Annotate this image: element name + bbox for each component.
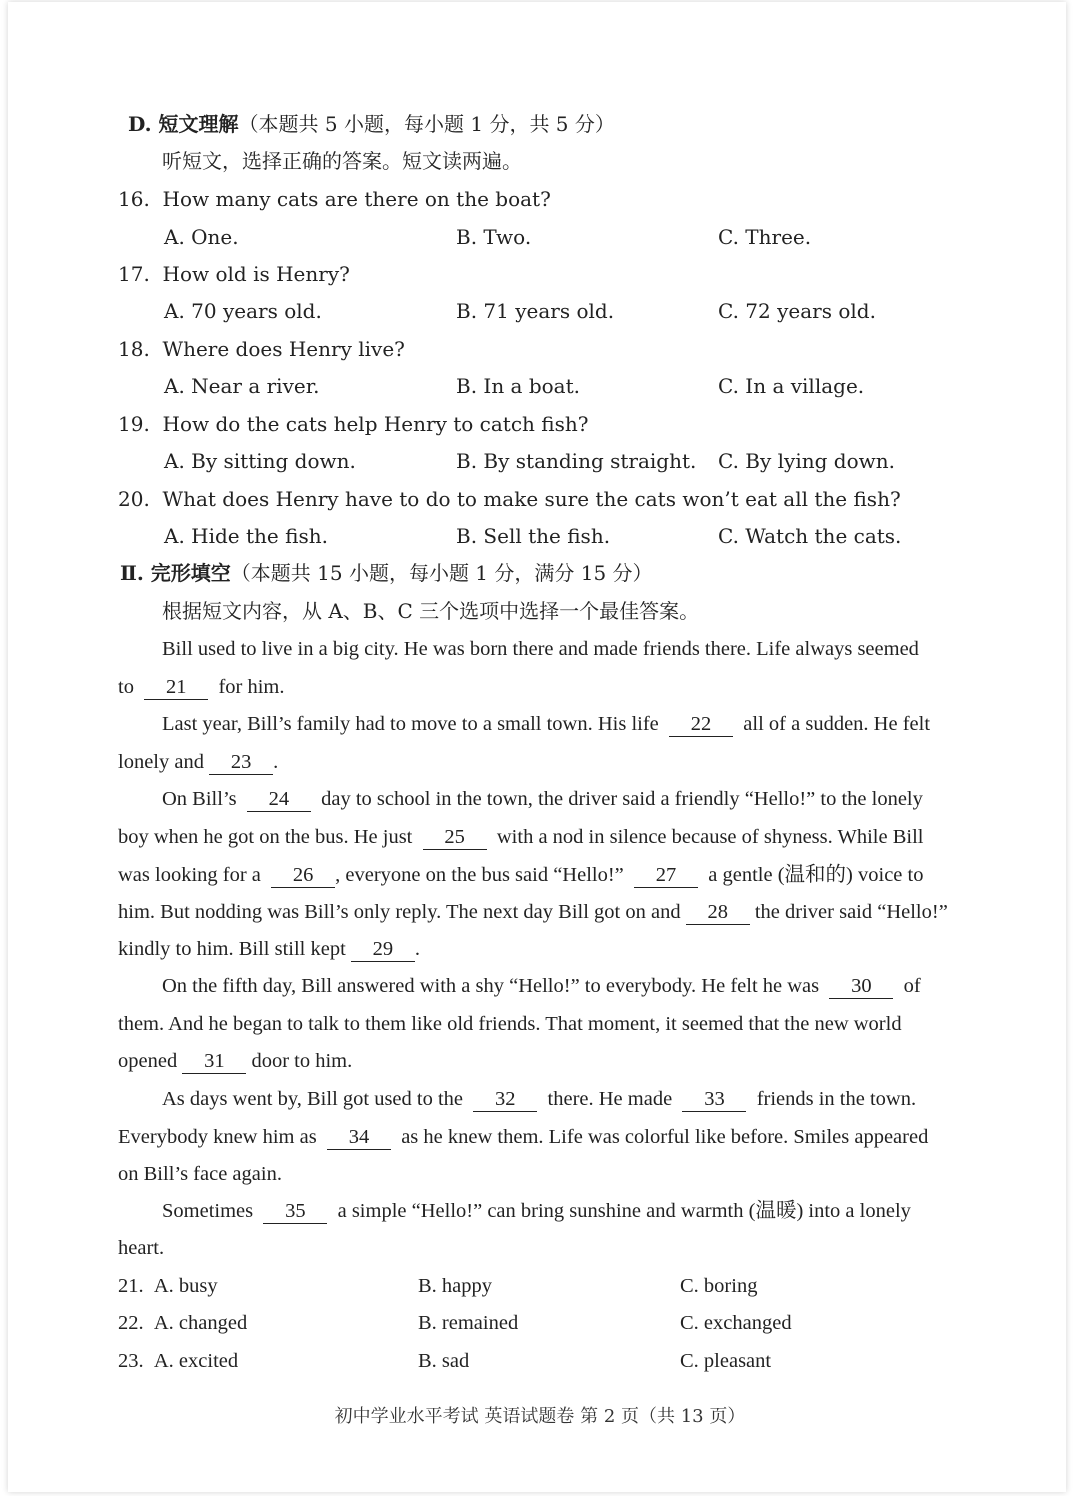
- passage-text: as he knew them. Life was colorful like before. Smiles appeared: [401, 1126, 929, 1148]
- blank-24[interactable]: 24: [247, 787, 311, 812]
- blank-25[interactable]: 25: [423, 825, 487, 850]
- option-16-c[interactable]: C. Three.: [718, 225, 812, 249]
- option-18-c[interactable]: C. In a village.: [718, 374, 865, 398]
- option-21-a[interactable]: A. busy: [153, 1275, 218, 1297]
- blank-35[interactable]: 35: [263, 1199, 327, 1224]
- blank-26[interactable]: 26: [271, 863, 335, 888]
- passage-line: Bill used to live in a big city. He was born there and made friends there. Life always seemed: [162, 638, 919, 660]
- question-18: [118, 335, 405, 363]
- passage-text: lonely and: [118, 751, 204, 773]
- option-16-b[interactable]: B. Two.: [456, 225, 532, 249]
- passage-line: [162, 1197, 911, 1225]
- passage-line: [118, 861, 923, 889]
- option-23-b[interactable]: B. sad: [418, 1350, 470, 1372]
- section-2-title: Ⅱ. 完形填空: [120, 561, 231, 585]
- blank-34[interactable]: 34: [327, 1125, 391, 1150]
- passage-text: .: [273, 751, 279, 773]
- blank-23[interactable]: 23: [209, 750, 273, 775]
- question-16: [118, 185, 551, 213]
- blank-32[interactable]: 32: [473, 1087, 537, 1112]
- passage-line: on Bill’s face again.: [118, 1163, 282, 1185]
- passage-text: all of a sudden. He felt: [743, 713, 931, 735]
- blank-27[interactable]: 27: [634, 863, 698, 888]
- option-19-a[interactable]: A. By sitting down.: [164, 449, 356, 473]
- option-21-c[interactable]: C. boring: [680, 1275, 758, 1297]
- passage-text: As days went by, Bill got used to the: [162, 1088, 464, 1110]
- page-footer: 初中学业水平考试 英语试题卷 第 2 页（共 13 页）: [334, 1406, 746, 1427]
- option-23-a[interactable]: A. excited: [153, 1350, 239, 1372]
- passage-text: a simple “Hello!” can bring sunshine and warmth (温暖) into a lonely: [337, 1200, 911, 1222]
- option-21-b[interactable]: B. happy: [418, 1275, 493, 1297]
- question-text: Where does Henry live?: [162, 337, 405, 361]
- passage-line: [118, 1123, 928, 1151]
- option-20-a[interactable]: A. Hide the fish.: [164, 524, 328, 548]
- question-text: How old is Henry?: [162, 262, 350, 286]
- passage-text: Sometimes: [162, 1200, 254, 1222]
- blank-28[interactable]: 28: [686, 900, 750, 925]
- cloze-question-23: [118, 1347, 238, 1375]
- passage-text: the driver said “Hello!”: [754, 901, 948, 923]
- passage-text: .: [414, 938, 421, 960]
- passage-text: Everybody knew him as: [118, 1126, 317, 1148]
- passage-text: On the fifth day, Bill answered with a shy “Hello!” to everybody. He felt he was: [162, 975, 820, 997]
- section-d-title: D. 短文理解: [128, 112, 239, 136]
- option-20-c[interactable]: C. Watch the cats.: [718, 524, 902, 548]
- blank-30[interactable]: 30: [829, 974, 893, 999]
- question-text: What does Henry have to do to make sure the cats won’t eat all the fish?: [162, 487, 901, 511]
- section-d-score: （本题共 5 小题，每小题 1 分，共 5 分）: [238, 112, 615, 136]
- passage-text: a gentle (温和的) voice to: [708, 864, 924, 886]
- passage-text: On Bill’s: [162, 788, 237, 810]
- passage-text: him. But nodding was Bill’s only reply. The next day Bill got on and: [118, 901, 681, 923]
- passage-text: day to school in the town, the driver said a friendly “Hello!” to the lonely: [321, 788, 923, 810]
- section-d-header: [128, 110, 615, 138]
- question-number: 18.: [118, 337, 150, 361]
- blank-33[interactable]: 33: [682, 1087, 746, 1112]
- passage-line: [118, 673, 285, 701]
- option-17-b[interactable]: B. 71 years old.: [456, 299, 615, 323]
- option-19-c[interactable]: C. By lying down.: [718, 449, 895, 473]
- passage-text: was looking for a: [118, 864, 261, 886]
- section-2-instruction: 根据短文内容，从 A、B、C 三个选项中选择一个最佳答案。: [162, 599, 700, 623]
- passage-line: [162, 972, 921, 1000]
- cloze-question-21: [118, 1272, 218, 1300]
- cloze-question-22: [118, 1309, 247, 1337]
- question-number: 17.: [118, 262, 150, 286]
- passage-text: kindly to him. Bill still kept: [118, 938, 346, 960]
- option-20-b[interactable]: B. Sell the fish.: [456, 524, 611, 548]
- option-22-a[interactable]: A. changed: [153, 1312, 248, 1334]
- question-number: 19.: [118, 412, 150, 436]
- question-number: 20.: [118, 487, 150, 511]
- question-number: 23.: [118, 1350, 144, 1372]
- option-19-b[interactable]: B. By standing straight.: [456, 449, 697, 473]
- option-16-a[interactable]: A. One.: [164, 225, 239, 249]
- passage-text: friends in the town.: [756, 1088, 917, 1110]
- question-number: 16.: [118, 187, 150, 211]
- section-d-instruction: 听短文，选择正确的答案。短文读两遍。: [162, 149, 522, 173]
- passage-text: for him.: [218, 676, 285, 698]
- blank-21[interactable]: 21: [144, 675, 208, 700]
- section-2-score: （本题共 15 小题，每小题 1 分，满分 15 分）: [230, 561, 653, 585]
- question-number: 22.: [118, 1312, 144, 1334]
- passage-text: opened: [118, 1050, 178, 1072]
- option-22-c[interactable]: C. exchanged: [680, 1312, 792, 1334]
- passage-line: [162, 785, 923, 813]
- blank-31[interactable]: 31: [182, 1049, 246, 1074]
- passage-text: Last year, Bill’s family had to move to a small town. His life: [162, 713, 659, 735]
- passage-line: [118, 935, 420, 963]
- option-18-b[interactable]: B. In a boat.: [456, 374, 580, 398]
- passage-text: of: [903, 975, 921, 997]
- passage-line: [118, 1047, 352, 1075]
- passage-line: [162, 710, 930, 738]
- blank-29[interactable]: 29: [351, 937, 415, 962]
- option-18-a[interactable]: A. Near a river.: [164, 374, 320, 398]
- question-17: [118, 260, 350, 288]
- passage-line: [118, 898, 948, 926]
- question-text: How do the cats help Henry to catch fish?: [162, 412, 589, 436]
- passage-text: with a nod in silence because of shyness. While Bill: [496, 826, 924, 848]
- passage-line: [118, 748, 278, 776]
- blank-22[interactable]: 22: [669, 712, 733, 737]
- option-17-c[interactable]: C. 72 years old.: [718, 299, 876, 323]
- passage-text: there. He made: [547, 1088, 673, 1110]
- question-text: How many cats are there on the boat?: [162, 187, 551, 211]
- option-17-a[interactable]: A. 70 years old.: [164, 299, 322, 323]
- passage-line: heart.: [118, 1237, 165, 1259]
- passage-line: them. And he began to talk to them like old friends. That moment, it seemed that the new world: [118, 1013, 902, 1035]
- passage-text: door to him.: [251, 1050, 353, 1072]
- passage-text: , everyone on the bus said “Hello!”: [335, 864, 624, 886]
- option-23-c[interactable]: C. pleasant: [680, 1350, 772, 1372]
- question-number: 21.: [118, 1275, 144, 1297]
- question-20: [118, 485, 901, 513]
- option-22-b[interactable]: B. remained: [418, 1312, 519, 1334]
- passage-text: boy when he got on the bus. He just: [118, 826, 413, 848]
- passage-text: to: [118, 676, 134, 698]
- passage-line: [118, 823, 924, 851]
- passage-line: [162, 1085, 916, 1113]
- section-2-header: [120, 559, 653, 587]
- question-19: [118, 410, 588, 438]
